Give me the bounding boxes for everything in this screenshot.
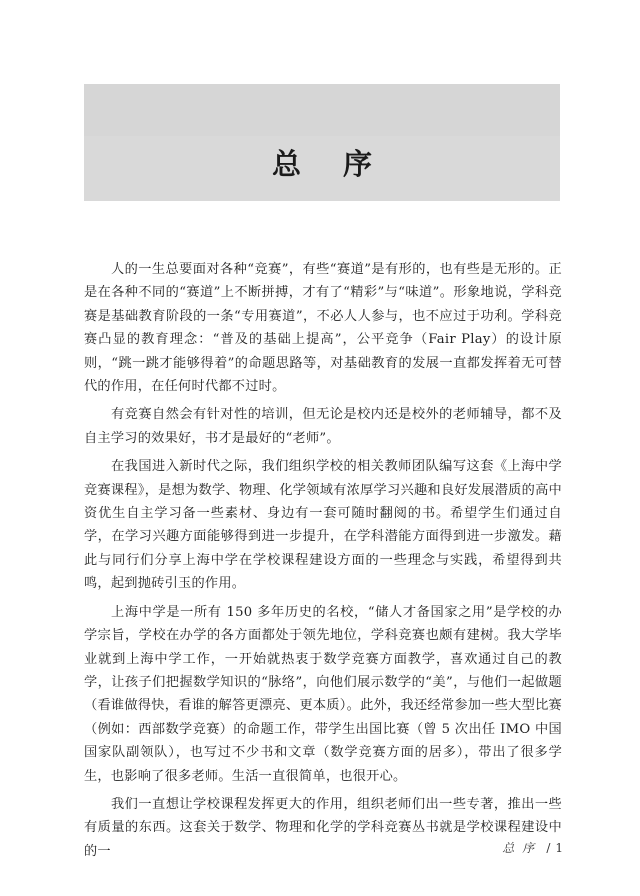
chapter-header-banner <box>84 84 560 201</box>
header-shade-band <box>84 84 560 136</box>
paragraph: 人的一生总要面对各种“竞赛”，有些“赛道”是有形的，也有些是无形的。正是在各种不同的“赛道”上不断拼搏，才有了“精彩”与“味道”。形象地说，学科竞赛是基础教育阶段的一条“专用赛道”，不必人人参与，也不应过于功利。学科竞赛凸显的教育理念：“普及的基础上提高”，公平竞争（Fair Play）的设计原则，“跳一跳才能够得着”的命题思路等，对基础教育的发展一直都发挥着无可替代的作用，在任何时代都不过时。 <box>84 262 562 395</box>
footer-separator: / <box>546 841 552 855</box>
paragraph: 有竞赛自然会有针对性的培训，但无论是校内还是校外的老师辅导，都不及自主学习的效果好，书才是最好的“老师”。 <box>84 407 562 446</box>
paragraph: 我们一直想让学校课程发挥更大的作用，组织老师们出一些专著，推出一些有质量的东西。这套关于数学、物理和化学的学科竞赛丛书就是学校课程建设中的一 <box>84 796 562 859</box>
page-number: 1 <box>555 841 564 855</box>
paragraph: 在我国进入新时代之际，我们组织学校的相关教师团队编写这套《上海中学竞赛课程》，是想为数学、物理、化学领域有浓厚学习兴趣和良好发展潜质的高中资优生自主学习备一些素材、身边有一套可随时翻阅的书。希望学生们通过自学，在学习兴趣方面能够得到进一步提升，在学科潜能方面得到进一步激发。藉此与同行们分享上海中学在学校课程建设方面的一些理念与实践，希望得到共鸣，起到抛砖引玉的作用。 <box>84 459 562 592</box>
chapter-title: 总序 <box>271 147 414 181</box>
page-footer <box>502 839 564 856</box>
footer-section-label: 总序 <box>502 841 543 855</box>
paragraph: 上海中学是一所有 150 多年历史的名校，“储人才备国家之用”是学校的办学宗旨，学校在办学的各方面都处于领先地位，学科竞赛也颇有建树。我大学毕业就到上海中学工作，一开始就热衷于数学竞赛方面教学，喜欢通过自己的教学，让孩子们把握数学知识的“脉络”，向他们展示数学的“美”，与他们一起做题（看谁做得快，看谁的解答更漂亮、更本质）。此外，我还经常参加一些大型比赛（例如：西部数学竞赛）的命题工作，带学生出国比赛（曾 5 次出任 IMO 中国国家队副领队），也写过不少书和文章（数学竞赛方面的居多），带出了很多学生，也影响了很多老师。生活一直很简单，也很开心。 <box>84 604 562 784</box>
preface-body <box>84 258 562 868</box>
